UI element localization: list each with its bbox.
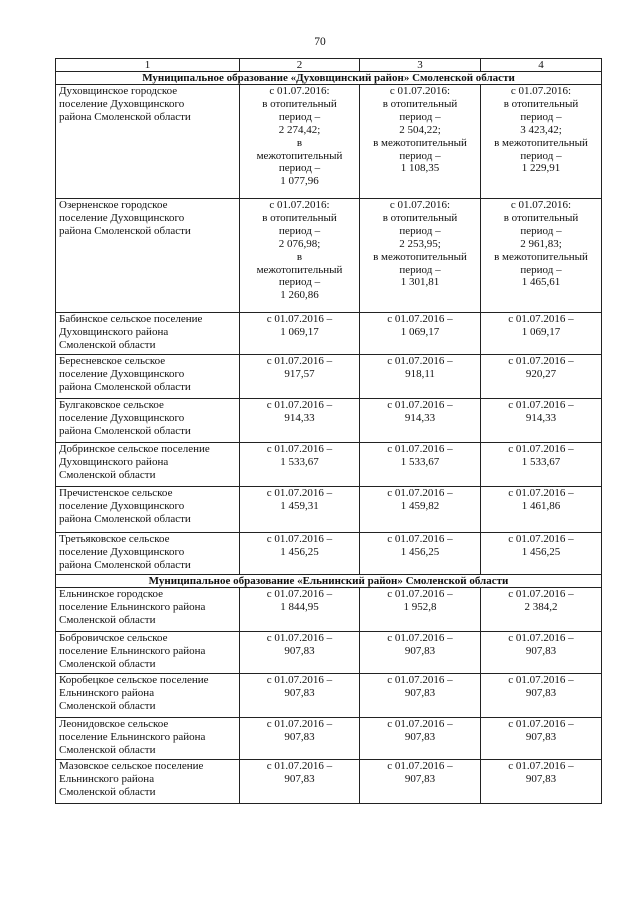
tariff-line: в [296, 136, 303, 149]
settlement-name-line: Леонидовское сельское [59, 718, 169, 730]
tariff-line: 1 077,96 [280, 175, 319, 188]
tariff-cell-col-4 [481, 760, 602, 804]
settlement-name-cell [56, 199, 240, 313]
settlement-name-line: Мазовское сельское поселение [59, 760, 204, 772]
tariff-line: 907,83 [404, 644, 436, 657]
settlement-name-line: Духовщинского района [59, 455, 169, 468]
column-header-4: 4 [481, 59, 602, 72]
tariff-line: с 01.07.2016: [510, 199, 572, 211]
column-header-1: 1 [56, 59, 240, 72]
tariff-line: 907,83 [284, 686, 315, 699]
settlement-name-cell [56, 313, 240, 355]
tariff-cell-col-2 [240, 443, 360, 487]
tariff-line: с 01.07.2016 – [387, 533, 453, 545]
settlement-name-line: поселение Духовщинского [59, 411, 185, 424]
settlement-name-cell [56, 674, 240, 718]
tariff-cell-col-3 [360, 199, 481, 313]
tariff-cell-col-3 [360, 632, 481, 674]
tariff-line: период – [520, 263, 562, 276]
settlement-name-line: Ельнинское городское [59, 588, 164, 600]
tariff-cell-col-2 [240, 399, 360, 443]
table-row [56, 718, 602, 760]
tariff-line: 1 459,82 [400, 499, 440, 512]
settlement-name-line: Бересневское сельское [59, 355, 166, 367]
tariff-line: в межотопительный [373, 250, 467, 263]
settlement-name-line: района Смоленской области [59, 380, 191, 393]
column-header-2: 2 [240, 59, 360, 72]
table-row [56, 399, 602, 443]
settlement-name-line: района Смоленской области [59, 512, 191, 525]
tariff-line: межотопительный [256, 149, 343, 162]
tariff-line: 907,83 [404, 730, 436, 743]
tariff-line: с 01.07.2016: [269, 199, 330, 211]
tariff-line: 1 069,17 [521, 325, 561, 338]
tariff-line: с 01.07.2016 – [387, 760, 453, 772]
tariff-line: 2 076,98; [278, 237, 321, 250]
settlement-name-line: Смоленской области [59, 338, 156, 351]
tariff-line: 907,83 [404, 686, 436, 699]
settlement-name-line: Духовщинское городское [59, 85, 178, 97]
tariff-line: 1 952,8 [403, 600, 437, 613]
tariff-cell-col-2 [240, 487, 360, 533]
tariff-cell-col-2 [240, 632, 360, 674]
settlement-name-line: поселение Ельнинского района [59, 600, 206, 613]
tariff-line: 1 456,25 [400, 545, 440, 558]
settlement-name-line: поселение Духовщинского [59, 367, 185, 380]
tariff-line: 1 533,67 [400, 455, 440, 468]
tariff-cell-col-2 [240, 199, 360, 313]
tariff-line: в [296, 250, 303, 263]
tariff-cell-col-4 [481, 533, 602, 575]
tariff-line: период – [278, 162, 321, 175]
tariff-line: 2 384,2 [524, 600, 558, 613]
tariff-line: 1 229,91 [521, 162, 561, 175]
settlement-name-line: Смоленской области [59, 468, 156, 481]
tariff-cell-col-3 [360, 588, 481, 632]
settlement-name-line: Смоленской области [59, 743, 156, 756]
tariff-line: 1 069,17 [400, 325, 440, 338]
tariff-line: в отопительный [503, 211, 579, 224]
tariff-cell-col-3 [360, 399, 481, 443]
tariff-cell-col-4 [481, 588, 602, 632]
settlement-name-line: района Смоленской области [59, 558, 191, 571]
tariff-line: с 01.07.2016: [389, 199, 451, 211]
tariff-cell-col-4 [481, 718, 602, 760]
tariff-line: 2 504,22; [399, 123, 441, 136]
settlement-name-line: района Смоленской области [59, 110, 191, 123]
tariff-cell-col-4 [481, 199, 602, 313]
tariff-line: с 01.07.2016 – [266, 760, 333, 772]
tariff-line: 3 423,42; [520, 123, 562, 136]
tariff-line: с 01.07.2016 – [387, 632, 453, 644]
table-row [56, 313, 602, 355]
tariff-line: с 01.07.2016 – [387, 588, 453, 600]
tariff-cell-col-3 [360, 718, 481, 760]
settlement-name-line: Пречистенское сельское [59, 487, 173, 499]
table-row [56, 85, 602, 199]
tariff-line: с 01.07.2016: [510, 85, 572, 97]
tariff-cell-col-4 [481, 85, 602, 199]
tariff-line: 1 260,86 [280, 289, 319, 302]
settlement-name-line: Третьяковское сельское [59, 533, 170, 545]
table-body [56, 72, 602, 804]
tariff-line: с 01.07.2016 – [508, 443, 574, 455]
tariff-line: 907,83 [284, 644, 315, 657]
settlement-name-cell [56, 443, 240, 487]
tariff-line: в отопительный [262, 97, 337, 110]
settlement-name-line: Смоленской области [59, 657, 156, 670]
settlement-name-line: поселение Духовщинского [59, 97, 185, 110]
tariff-line: 918,11 [405, 367, 435, 380]
settlement-name-line: Духовщинского района [59, 325, 169, 338]
tariff-line: с 01.07.2016 – [387, 313, 453, 325]
table-row [56, 533, 602, 575]
tariff-line: с 01.07.2016 – [266, 674, 333, 686]
tariff-line: с 01.07.2016 – [508, 632, 574, 644]
tariff-line: 1 465,61 [521, 276, 561, 289]
tariff-line: с 01.07.2016 – [508, 487, 574, 499]
tariff-cell-col-4 [481, 443, 602, 487]
settlement-name-line: Смоленской области [59, 613, 156, 626]
settlement-name-line: Бабинское сельское поселение [59, 313, 203, 325]
tariff-line: 1 844,95 [280, 600, 319, 613]
tariff-line: с 01.07.2016 – [266, 313, 333, 325]
tariff-line: 1 533,67 [280, 455, 319, 468]
tariff-line: в межотопительный [494, 250, 588, 263]
tariff-line: в отопительный [262, 211, 337, 224]
settlement-name-cell [56, 85, 240, 199]
tariff-line: с 01.07.2016 – [508, 588, 574, 600]
settlement-name-cell [56, 632, 240, 674]
tariff-line: 1 108,35 [400, 162, 440, 175]
column-header-3: 3 [360, 59, 481, 72]
tariff-line: с 01.07.2016 – [387, 443, 453, 455]
tariff-cell-col-4 [481, 355, 602, 399]
tariff-cell-col-2 [240, 674, 360, 718]
tariff-line: с 01.07.2016 – [387, 487, 453, 499]
tariff-line: с 01.07.2016 – [266, 487, 333, 499]
tariff-line: 907,83 [284, 772, 315, 785]
tariff-line: с 01.07.2016 – [387, 674, 453, 686]
table-row [56, 355, 602, 399]
tariff-line: с 01.07.2016 – [266, 533, 333, 545]
tariff-line: 1 456,25 [280, 545, 319, 558]
tariff-line: с 01.07.2016 – [508, 533, 574, 545]
table-row [56, 199, 602, 313]
tariff-line: 907,83 [525, 772, 557, 785]
tariff-line: с 01.07.2016: [269, 85, 330, 97]
tariff-cell-col-2 [240, 718, 360, 760]
tariff-line: 907,83 [525, 686, 557, 699]
settlement-name-line: Булгаковское сельское [59, 399, 164, 411]
section-title: Муниципальное образование «Духовщинский район» Смоленской области [56, 72, 602, 85]
settlement-name-cell [56, 718, 240, 760]
tariff-line: 1 461,86 [521, 499, 561, 512]
tariff-line: с 01.07.2016 – [508, 760, 574, 772]
tariff-line: с 01.07.2016 – [508, 313, 574, 325]
tariff-line: с 01.07.2016 – [266, 632, 333, 644]
tariff-line: 1 456,25 [521, 545, 561, 558]
tariff-line: с 01.07.2016 – [266, 443, 333, 455]
section-header-row [56, 575, 602, 588]
tariff-line: межотопительный [256, 263, 343, 276]
tariff-cell-col-3 [360, 85, 481, 199]
tariff-cell-col-4 [481, 487, 602, 533]
tariff-line: в отопительный [382, 211, 458, 224]
tariff-cell-col-3 [360, 533, 481, 575]
tariff-line: период – [520, 224, 562, 237]
settlement-name-cell [56, 399, 240, 443]
settlement-name-cell [56, 533, 240, 575]
tariff-line: с 01.07.2016 – [266, 588, 333, 600]
tariff-line: с 01.07.2016 – [266, 399, 333, 411]
settlement-name-line: Ельнинского района [59, 772, 155, 785]
settlement-name-line: Смоленской области [59, 785, 156, 798]
tariff-line: 1 301,81 [400, 276, 440, 289]
tariff-line: период – [399, 149, 441, 162]
tariff-cell-col-2 [240, 760, 360, 804]
tariff-line: с 01.07.2016 – [508, 674, 574, 686]
tariff-line: период – [399, 263, 441, 276]
tariff-line: 2 274,42; [278, 123, 321, 136]
table-row [56, 632, 602, 674]
table-row [56, 674, 602, 718]
settlement-name-line: Ельнинского района [59, 686, 155, 699]
table-row [56, 760, 602, 804]
tariff-cell-col-3 [360, 443, 481, 487]
settlement-name-line: Смоленской области [59, 699, 156, 712]
tariff-line: в отопительный [382, 97, 458, 110]
tariff-line: в межотопительный [494, 136, 588, 149]
tariff-line: 917,57 [284, 367, 315, 380]
table-row [56, 487, 602, 533]
settlement-name-line: Бобровичское сельское [59, 632, 168, 644]
tariff-cell-col-3 [360, 487, 481, 533]
tariff-line: с 01.07.2016 – [387, 399, 453, 411]
settlement-name-cell [56, 355, 240, 399]
section-title: Муниципальное образование «Ельнинский район» Смоленской области [56, 575, 602, 588]
tariff-line: период – [278, 224, 321, 237]
tariff-cell-col-4 [481, 313, 602, 355]
table-header-row [56, 59, 602, 72]
tariff-line: с 01.07.2016 – [387, 718, 453, 730]
tariff-line: 2 253,95; [399, 237, 441, 250]
tariff-line: 2 961,83; [520, 237, 562, 250]
settlement-name-cell [56, 487, 240, 533]
tariff-cell-col-2 [240, 533, 360, 575]
settlement-name-line: района Смоленской области [59, 424, 191, 437]
tariff-line: 914,33 [525, 411, 557, 424]
section-header-row [56, 72, 602, 85]
tariff-cell-col-2 [240, 588, 360, 632]
tariff-line: с 01.07.2016: [389, 85, 451, 97]
tariff-line: с 01.07.2016 – [508, 718, 574, 730]
tariff-cell-col-4 [481, 674, 602, 718]
settlement-name-line: поселение Ельнинского района [59, 644, 206, 657]
tariff-line: период – [520, 110, 562, 123]
tariff-cell-col-2 [240, 355, 360, 399]
settlement-name-cell [56, 760, 240, 804]
tariff-line: период – [520, 149, 562, 162]
tariff-line: 907,83 [284, 730, 315, 743]
tariff-table [55, 58, 602, 804]
tariff-line: период – [278, 110, 321, 123]
tariff-line: с 01.07.2016 – [266, 355, 333, 367]
tariff-cell-col-3 [360, 760, 481, 804]
tariff-line: 907,83 [404, 772, 436, 785]
settlement-name-line: Добринское сельское поселение [59, 443, 210, 455]
tariff-line: 914,33 [284, 411, 315, 424]
tariff-line: в отопительный [503, 97, 579, 110]
settlement-name-line: Озерненское городское [59, 199, 168, 211]
tariff-line: период – [399, 224, 441, 237]
tariff-line: в межотопительный [373, 136, 467, 149]
settlement-name-line: поселение Духовщинского [59, 211, 185, 224]
tariff-line: 920,27 [525, 367, 557, 380]
tariff-cell-col-2 [240, 85, 360, 199]
tariff-line: 1 459,31 [280, 499, 319, 512]
tariff-line: с 01.07.2016 – [387, 355, 453, 367]
tariff-line: 907,83 [525, 644, 557, 657]
settlement-name-line: поселение Духовщинского [59, 499, 185, 512]
tariff-line: с 01.07.2016 – [508, 355, 574, 367]
tariff-cell-col-4 [481, 632, 602, 674]
tariff-line: 914,33 [404, 411, 436, 424]
tariff-cell-col-3 [360, 355, 481, 399]
tariff-line: 1 533,67 [521, 455, 561, 468]
tariff-cell-col-4 [481, 399, 602, 443]
settlement-name-line: поселение Ельнинского района [59, 730, 206, 743]
tariff-line: период – [278, 276, 321, 289]
settlement-name-line: поселение Духовщинского [59, 545, 185, 558]
tariff-line: 907,83 [525, 730, 557, 743]
tariff-cell-col-3 [360, 674, 481, 718]
tariff-line: 1 069,17 [280, 325, 319, 338]
tariff-line: с 01.07.2016 – [266, 718, 333, 730]
settlement-name-cell [56, 588, 240, 632]
table-row [56, 443, 602, 487]
tariff-cell-col-2 [240, 313, 360, 355]
settlement-name-line: Коробецкое сельское поселение [59, 674, 209, 686]
tariff-line: период – [399, 110, 441, 123]
tariff-cell-col-3 [360, 313, 481, 355]
table-row [56, 588, 602, 632]
tariff-line: с 01.07.2016 – [508, 399, 574, 411]
settlement-name-line: района Смоленской области [59, 224, 191, 237]
page-number: 70 [314, 36, 326, 48]
